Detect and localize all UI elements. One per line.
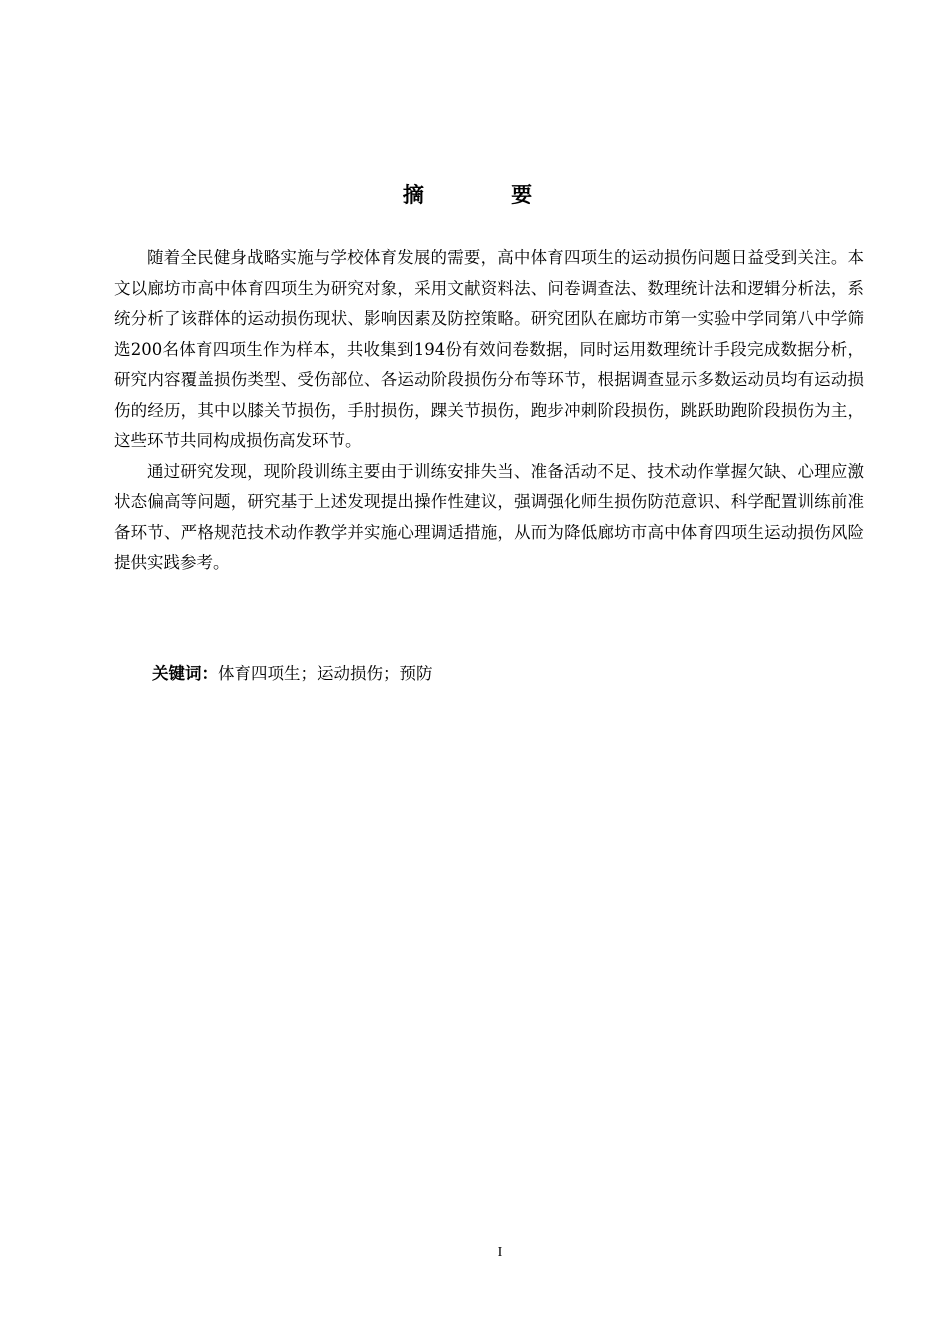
abstract-paragraph-2: 通过研究发现，现阶段训练主要由于训练安排失当、准备活动不足、技术动作掌握欠缺、心理应激状态偏高等问题，研究基于上述发现提出操作性建议，强调强化师生损伤防范意识、科学配置训练前准备环节、严格规范技术动作教学并实施心理调适措施，从而为降低廊坊市高中体育四项生运动损伤风险提供实践参考。: [114, 461, 864, 572]
keywords-text: 体育四项生；运动损伤；预防: [218, 664, 433, 683]
page-number: I: [497, 1245, 503, 1260]
keywords-label: 关键词：: [152, 664, 218, 683]
abstract-paragraph-1: 随着全民健身战略实施与学校体育发展的需要，高中体育四项生的运动损伤问题日益受到关注。本文以廊坊市高中体育四项生为研究对象，采用文献资料法、问卷调查法、数理统计法和逻辑分析法，系统分析了该群体的运动损伤现状、影响因素及防控策略。研究团队在廊坊市第一实验中学同第八中学筛选200名体育四项生作为样本，共收集到194份有效问卷数据，同时运用数理统计手段完成数据分析，研究内容覆盖损伤类型、受伤部位、各运动阶段损伤分布等环节，根据调查显示多数运动员均有运动损伤的经历，其中以膝关节损伤，手肘损伤，踝关节损伤，跑步冲刺阶段损伤，跳跃助跑阶段损伤为主，这些环节共同构成损伤高发环节。: [114, 248, 864, 450]
abstract-title: 摘 要: [402, 183, 573, 207]
abstract-body: [114, 243, 864, 579]
keywords-line: [152, 660, 433, 688]
